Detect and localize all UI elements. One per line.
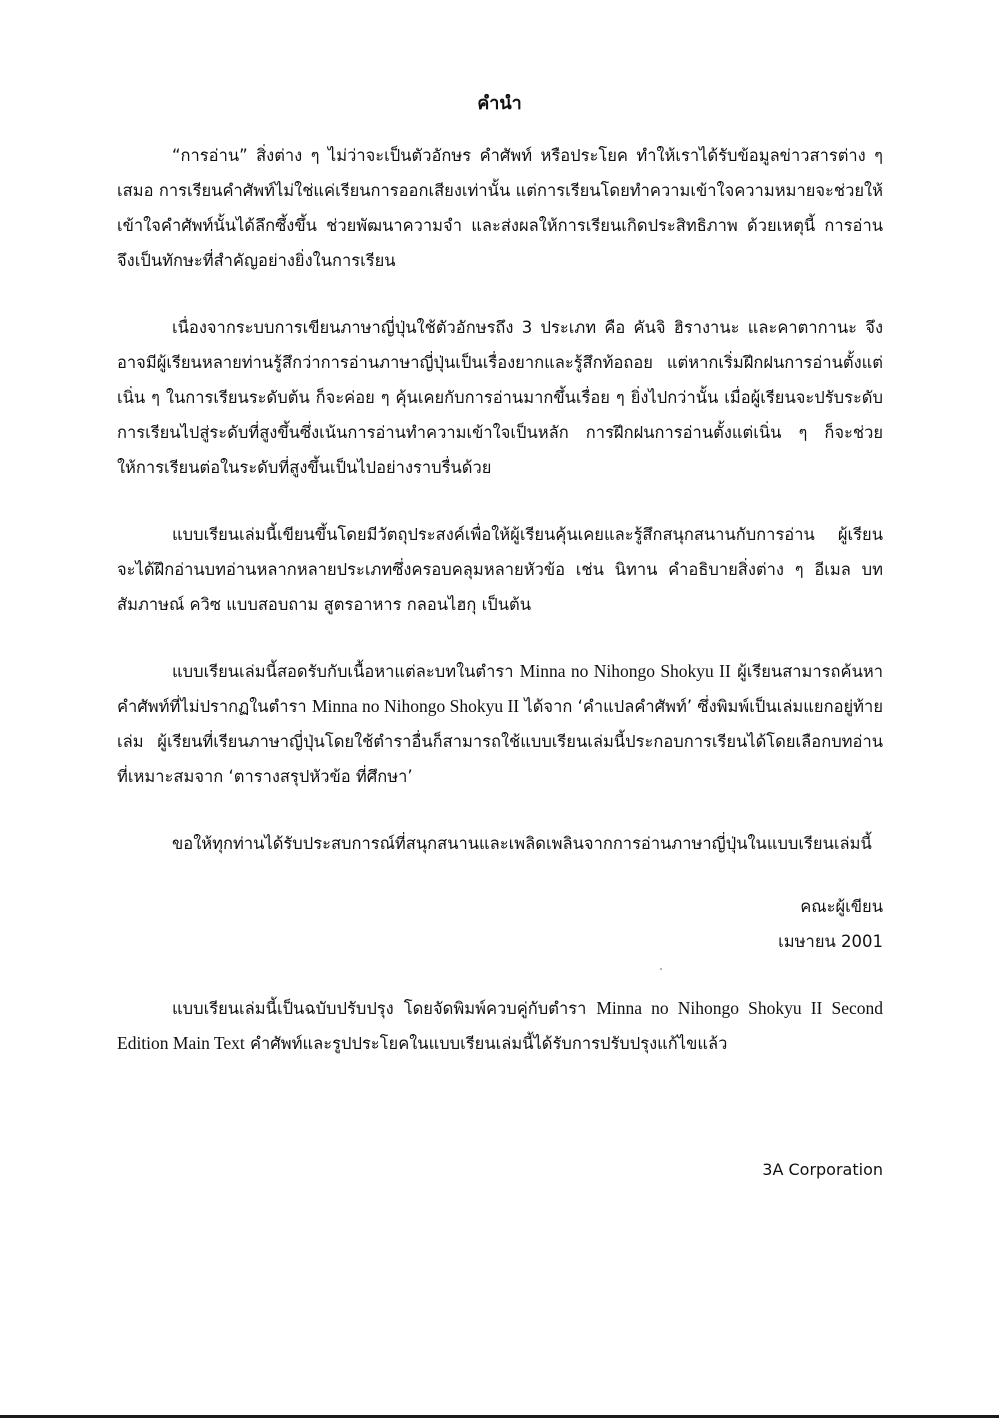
paragraph-intro: “การอ่าน” สิ่งต่าง ๆ ไม่ว่าจะเป็นตัวอักษร คำศัพท์ หรือประโยค ทำให้เราได้รับข้อมูลข่าวสารต่าง ๆ เสมอ การเรียนคำศัพท์ไม่ใช่แค่เรียนการออกเสียงเท่านั้น แต่การเรียนโดยทำความเข้าใจความหมายจะช่วยให้เข้าใจคำศัพท์นั้นได้ลึกซึ้งขึ้น ช่วยพัฒนาความจำ และส่งผลให้การเรียนเกิดประสิทธิภาพ ด้วยเหตุนี้ การอ่านจึงเป็นทักษะที่สำคัญอย่างยิ่งในการเรียน xyxy=(117,146,883,270)
paragraph-edition-note xyxy=(117,991,883,1061)
document-body xyxy=(117,138,883,1093)
paragraph-purpose: แบบเรียนเล่มนี้เขียนขึ้นโดยมีวัตถุประสงค์เพื่อให้ผู้เรียนคุ้นเคยและรู้สึกสนุกสนานกับการอ่าน ผู้เรียนจะได้ฝึกอ่านบทอ่านหลากหลายประเภทซึ่งครอบคลุมหลายหัวข้อ เช่น นิทาน คำอธิบายสิ่งต่าง ๆ อีเมล บทสัมภาษณ์ ควิซ แบบสอบถาม สูตรอาหาร กลอนไฮกุ เป็นต้น xyxy=(117,525,883,614)
book-title: Minna no Nihongo Shokyu II Second Edition Main Text xyxy=(117,998,883,1053)
signature-block xyxy=(117,889,883,959)
book-title: Minna no Nihongo Shokyu II xyxy=(519,661,731,681)
signature-author: คณะผู้เขียน xyxy=(800,897,883,916)
publisher-name: 3A Corporation xyxy=(762,1160,883,1179)
scan-speck xyxy=(660,968,662,970)
text-segment: แบบเรียนเล่มนี้เป็นฉบับปรับปรุง โดยจัดพิมพ์ควบคู่กับตำรา xyxy=(172,999,597,1018)
paragraph-closing-wish: ขอให้ทุกท่านได้รับประสบการณ์ที่สนุกสนานและเพลิดเพลินจากการอ่านภาษาญี่ปุ่นในแบบเรียนเล่มนี้ xyxy=(172,834,872,853)
paragraph-textbook-relation xyxy=(117,654,883,794)
text-segment: แบบเรียนเล่มนี้สอดรับกับเนื้อหาแต่ละบทในตำรา xyxy=(172,662,520,681)
paragraph-writing-system: เนื่องจากระบบการเขียนภาษาญี่ปุ่นใช้ตัวอักษรถึง 3 ประเภท คือ คันจิ ฮิรางานะ และคาตากานะ จึงอาจมีผู้เรียนหลายท่านรู้สึกว่าการอ่านภาษาญี่ปุ่นเป็นเรื่องยากและรู้สึกท้อถอย แต่หากเริ่มฝึกฝนการอ่านตั้งแต่เนิ่น ๆ ในการเรียนระดับต้น ก็จะค่อย ๆ คุ้นเคยกับการอ่านมากขึ้นเรื่อย ๆ ยิ่งไปกว่านั้น เมื่อผู้เรียนจะปรับระดับการเรียนไปสู่ระดับที่สูงขึ้นซึ่งเน้นการอ่านทำความเข้าใจเป็นหลัก การฝึกฝนการอ่านตั้งแต่เนิ่น ๆ ก็จะช่วยให้การเรียนต่อในระดับที่สูงขึ้นเป็นไปอย่างราบรื่นด้วย xyxy=(117,318,883,477)
page-title: คำนำ xyxy=(477,93,522,114)
text-segment: ผู้เรียนสามารถค้นหาคำศัพท์ที่ไม่ปรากฏในตำรา xyxy=(117,662,883,716)
text-segment: คำศัพท์และรูปประโยคในแบบเรียนเล่มนี้ได้รับการปรับปรุงแก้ไขแล้ว xyxy=(244,1034,728,1053)
book-title: Minna no Nihongo Shokyu II xyxy=(311,696,520,716)
signature-date: เมษายน 2001 xyxy=(778,932,883,951)
text-segment: ได้จาก ‘คำแปลคำศัพท์’ ซึ่งพิมพ์เป็นเล่มแยกอยู่ท้ายเล่ม ผู้เรียนที่เรียนภาษาญี่ปุ่นโดยใช้ตำราอื่นก็สามารถใช้แบบเรียนเล่มนี้ประกอบการเรียนได้โดยเลือกบทอ่านที่เหมาะสมจาก ‘ตารางสรุปหัวข้อ ที่ศึกษา’ xyxy=(117,697,883,786)
